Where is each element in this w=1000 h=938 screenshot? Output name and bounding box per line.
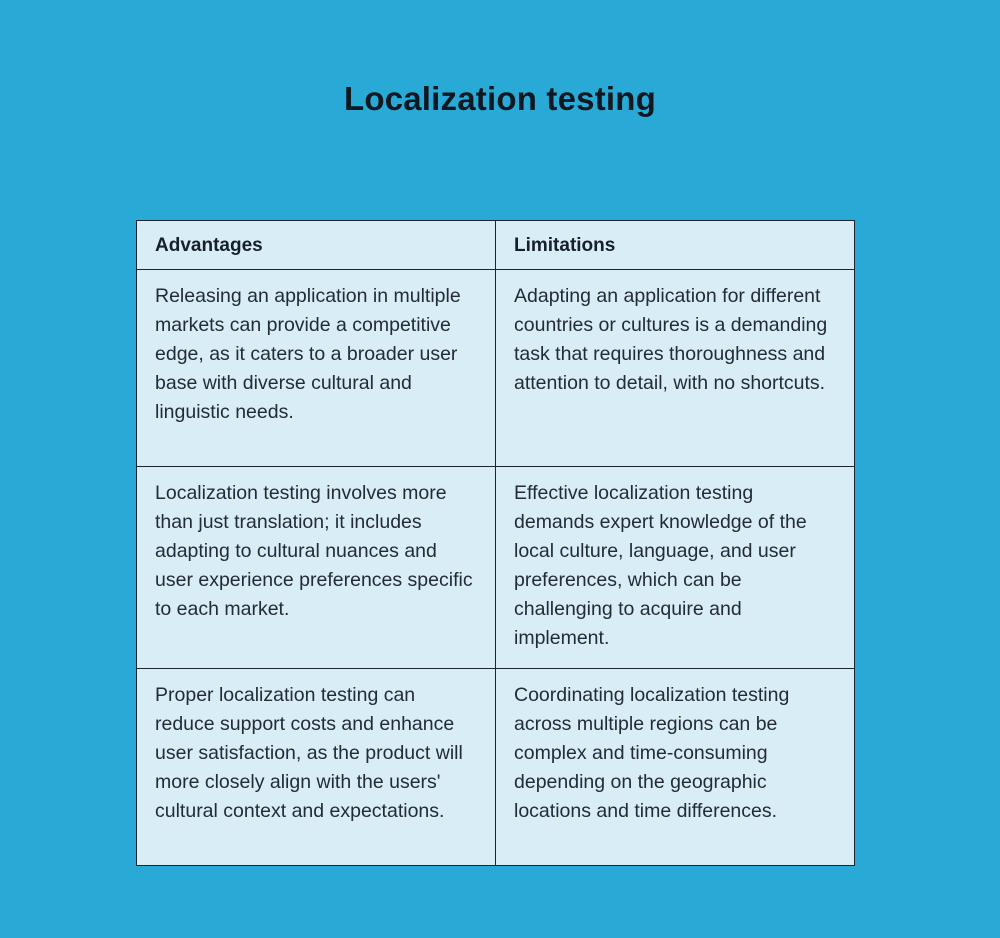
table-body xyxy=(137,270,855,866)
table-row xyxy=(137,270,855,467)
advantage-cell-3: Proper localization testing can reduce support costs and enhance user satisfaction, as the product will more closely align with the users' cultural context and expectations. xyxy=(137,669,496,866)
advantages-limitations-table xyxy=(136,220,855,866)
limitation-cell-3: Coordinating localization testing across multiple regions can be complex and time-consuming depending on the geographic locations and time differences. xyxy=(496,669,855,866)
column-header-advantages: Advantages xyxy=(137,221,496,270)
table-row xyxy=(137,669,855,866)
advantage-cell-1: Releasing an application in multiple markets can provide a competitive edge, as it caters to a broader user base with diverse cultural and linguistic needs. xyxy=(137,270,496,467)
table-row xyxy=(137,467,855,669)
limitation-cell-2: Effective localization testing demands expert knowledge of the local culture, language, and user preferences, which can be challenging to acquire and implement. xyxy=(496,467,855,669)
table-header-row xyxy=(137,221,855,270)
advantage-cell-2: Localization testing involves more than just translation; it includes adapting to cultural nuances and user experience preferences specific to each market. xyxy=(137,467,496,669)
column-header-limitations: Limitations xyxy=(496,221,855,270)
limitation-cell-1: Adapting an application for different countries or cultures is a demanding task that requires thoroughness and attention to detail, with no shortcuts. xyxy=(496,270,855,467)
table-header xyxy=(137,221,855,270)
page-title: Localization testing xyxy=(343,80,657,117)
